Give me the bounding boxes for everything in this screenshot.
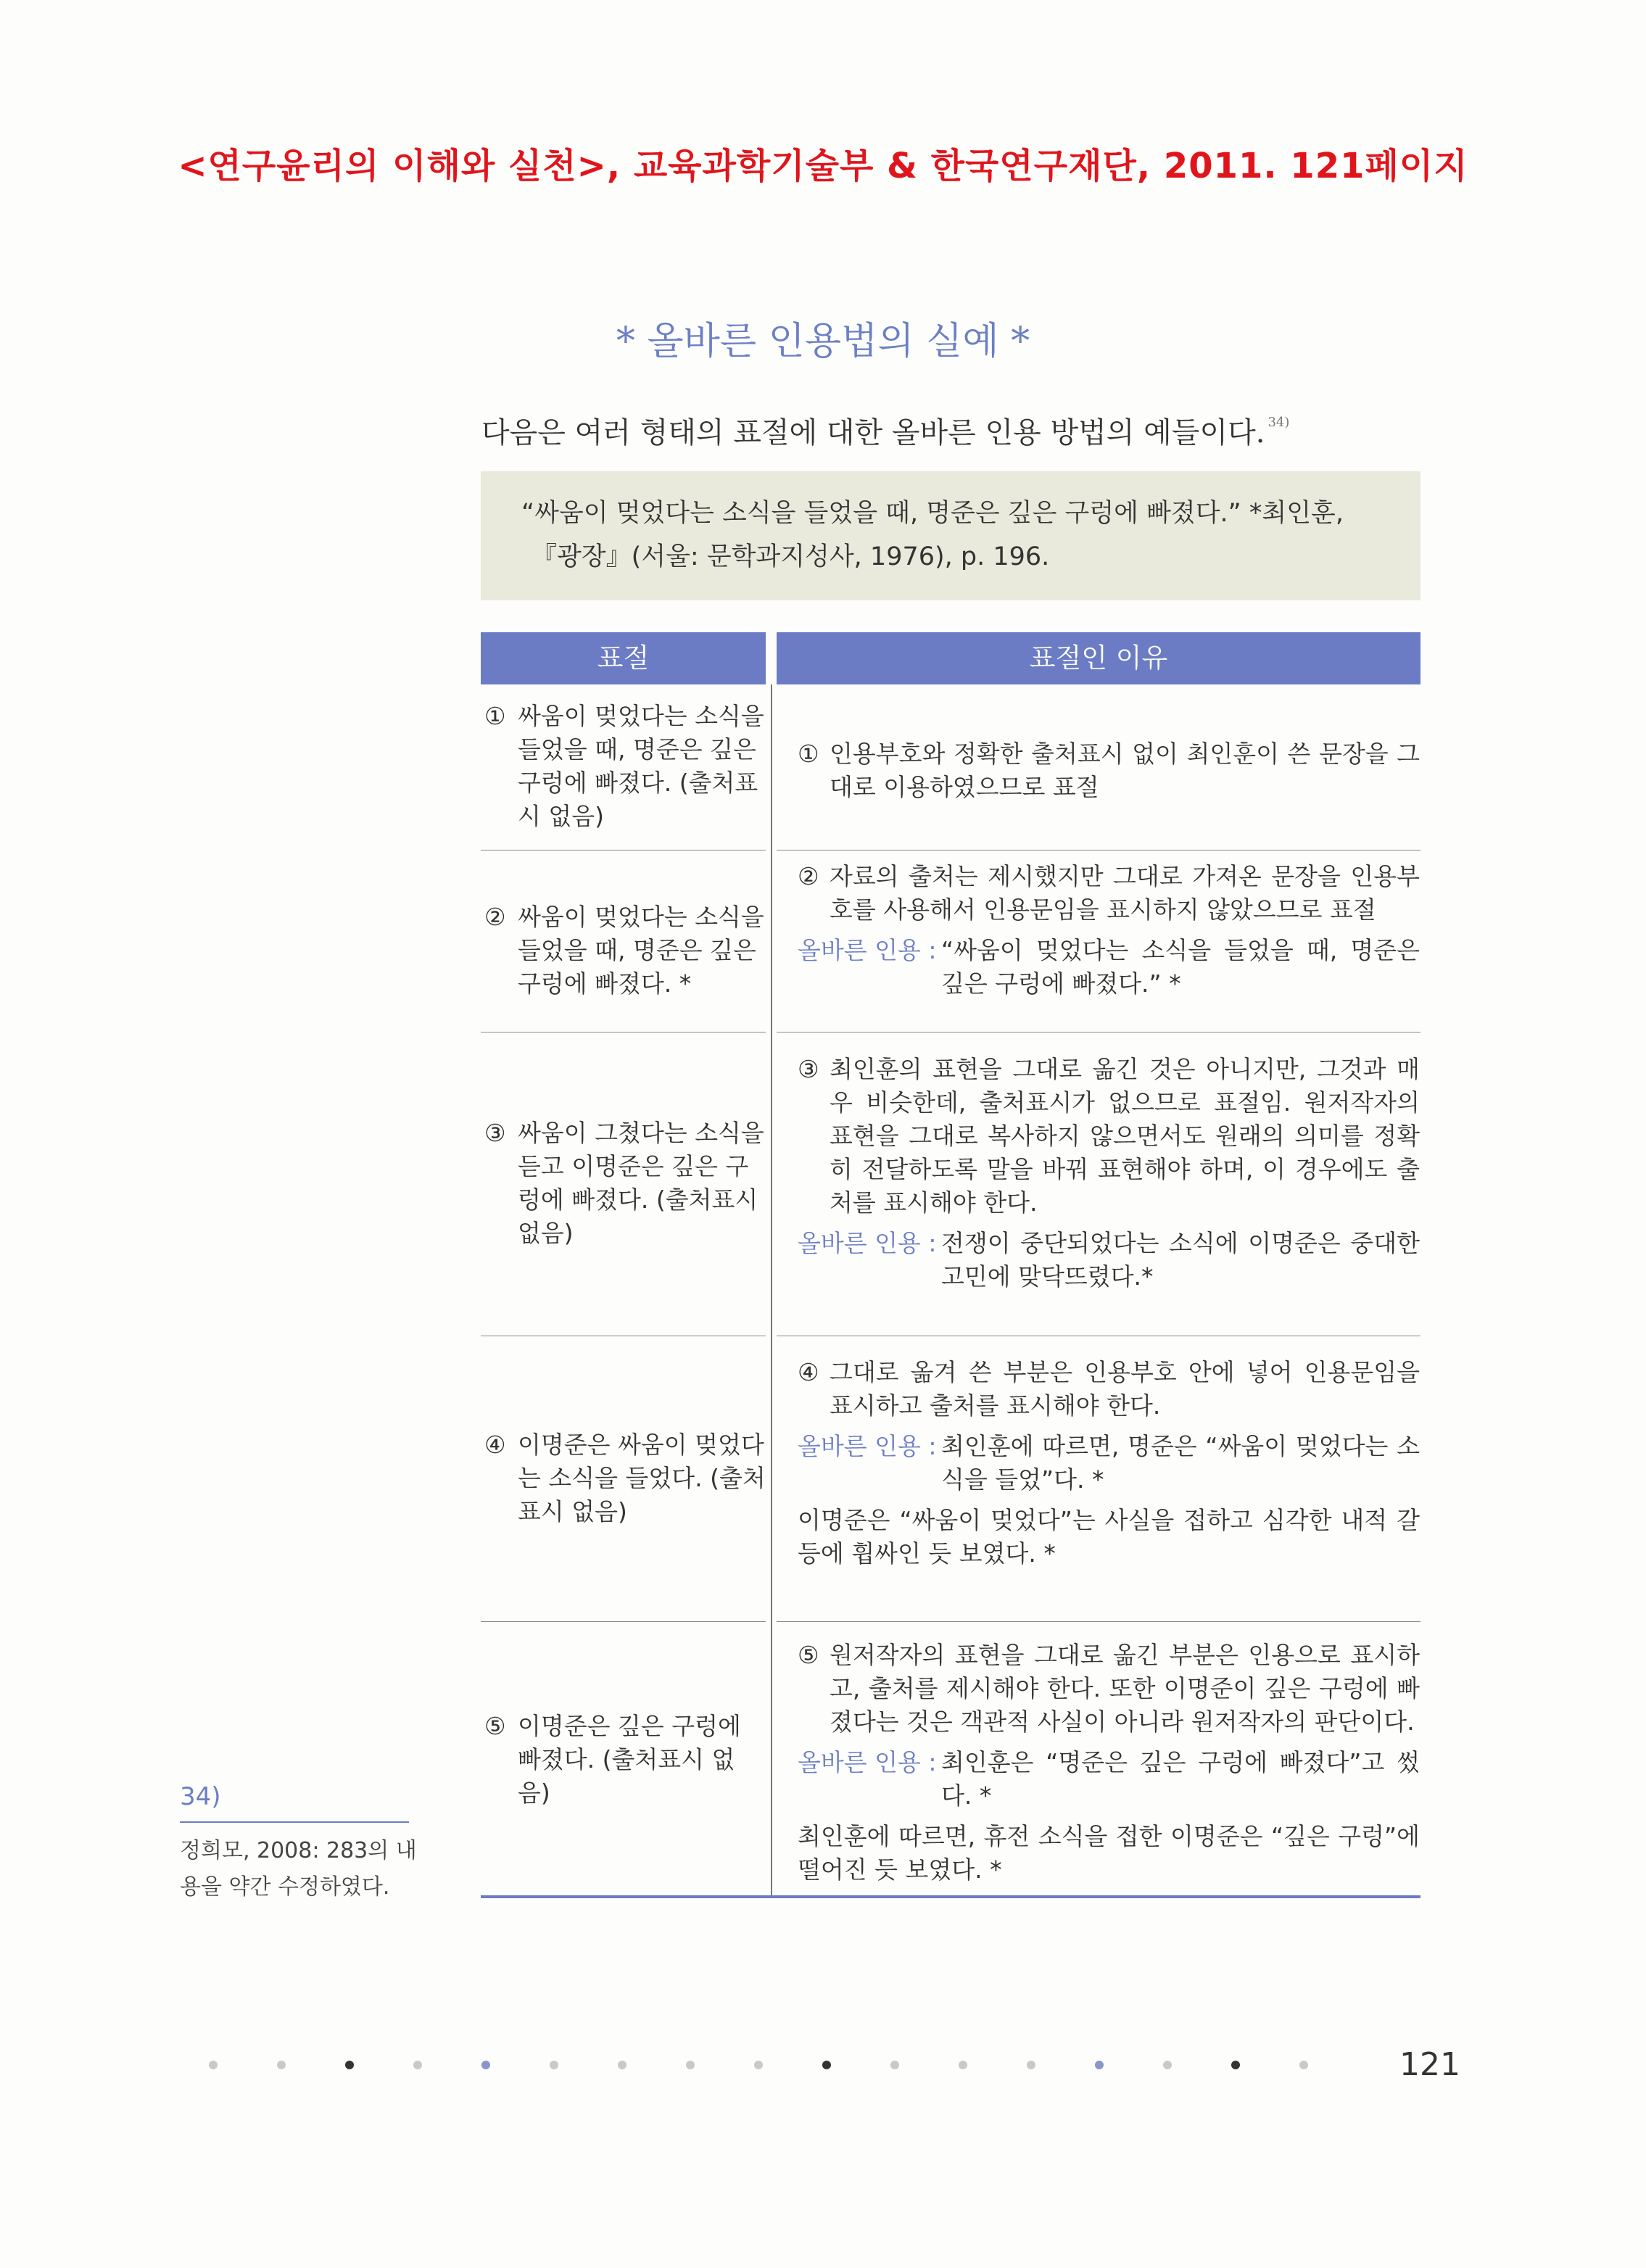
footnote-text: 정희모, 2008: 283의 내용을 약간 수정하였다. (180, 1838, 417, 1900)
footnote-number: 34) (180, 1782, 221, 1811)
decorative-dot (686, 2061, 695, 2069)
table-row-3-plagiarism (484, 1117, 766, 1250)
table-row-4-reason (798, 1356, 1420, 1570)
table-row-5-plagiarism (484, 1710, 766, 1810)
decorative-dot (890, 2061, 899, 2069)
correct-citation-text: 최인훈에 따르면, 명준은 “싸움이 멎었다는 소식을 들었”다. * (941, 1432, 1420, 1494)
table-row-3-reason (798, 1053, 1420, 1294)
row-number: ④ (798, 1358, 819, 1386)
decorative-dot (277, 2061, 286, 2069)
decorative-dot-row (209, 2061, 1340, 2078)
correct-citation-label: 올바른 인용 : (798, 936, 937, 964)
correct-citation-label: 올바른 인용 : (798, 1432, 937, 1460)
decorative-dot (345, 2061, 354, 2069)
table-bottom-rule (481, 1895, 1420, 1898)
row-number: ③ (798, 1055, 819, 1083)
decorative-dot (959, 2061, 967, 2069)
table-row-1-plagiarism (484, 700, 766, 833)
decorative-dot (481, 2061, 490, 2069)
row-number: ① (798, 740, 819, 768)
intro-text: 다음은 여러 형태의 표절에 대한 올바른 인용 방법의 예들이다. (481, 416, 1265, 450)
row-number: ② (484, 903, 506, 931)
decorative-dot (822, 2061, 831, 2069)
plagiarism-text: 싸움이 멎었다는 소식을 들었을 때, 명준은 깊은 구렁에 빠졌다. (출처표시 없음) (518, 702, 764, 830)
correct-citation-label: 올바른 인용 : (798, 1748, 937, 1776)
reason-text: 원저작자의 표현을 그대로 옮긴 부분은 인용으로 표시하고, 출처를 제시해야 한다. 또한 이명준이 깊은 구렁에 빠졌다는 것은 객관적 사실이 아니라 원저작자의 판단이다. (830, 1641, 1420, 1736)
header-reason: 표절인 이유 (777, 632, 1420, 684)
table-row-2-plagiarism (484, 901, 766, 1001)
header-plagiarism: 표절 (481, 632, 766, 684)
additional-example: 이명준은 “싸움이 멎었다”는 사실을 접하고 심각한 내적 갈등에 휩싸인 듯 보였다. * (798, 1506, 1420, 1568)
decorative-dot (1027, 2061, 1035, 2069)
correct-citation-text: 전쟁이 중단되었다는 소식에 이명준은 중대한 고민에 맞닥뜨렸다.* (941, 1229, 1420, 1291)
page-number: 121 (1399, 2046, 1460, 2083)
table-row-4-plagiarism (484, 1428, 766, 1528)
row-number: ① (484, 702, 506, 730)
source-quote-line1: “싸움이 멎었다는 소식을 들었을 때, 명준은 깊은 구렁에 빠졌다.” *최인훈, (521, 499, 1344, 528)
decorative-dot (754, 2061, 763, 2069)
intro-sentence (481, 410, 1289, 451)
row-number: ⑤ (798, 1641, 819, 1669)
table-row-2-reason (798, 860, 1420, 1001)
plagiarism-text: 싸움이 그쳤다는 소식을 듣고 이명준은 깊은 구렁에 빠졌다. (출처표시 없음) (518, 1119, 764, 1247)
decorative-dot (1163, 2061, 1172, 2069)
reason-text: 최인훈의 표현을 그대로 옮긴 것은 아니지만, 그것과 매우 비슷한데, 출처표시가 없으므로 표절임. 원저작자의 표현을 그대로 복사하지 않으면서도 원래의 의미를 정확히 전달하도록 말을 바꿔 표현해야 하며, 이 경우에도 출처를 표시해야 한다. (830, 1055, 1420, 1217)
row-divider-right (777, 1621, 1420, 1622)
table-row-5-reason (798, 1639, 1420, 1887)
plagiarism-text: 싸움이 멎었다는 소식을 들었을 때, 명준은 깊은 구렁에 빠졌다. * (518, 903, 764, 998)
footnote-rule (180, 1821, 409, 1823)
row-number: ③ (484, 1119, 506, 1147)
reason-text: 그대로 옮겨 쓴 부분은 인용부호 안에 넣어 인용문임을 표시하고 출처를 표시해야 한다. (830, 1358, 1420, 1420)
decorative-dot (618, 2061, 626, 2069)
row-number: ② (798, 862, 819, 890)
decorative-dot (1231, 2061, 1240, 2069)
source-caption: <연구윤리의 이해와 실천>, 교육과학기술부 & 한국연구재단, 2011. 121페이지 (178, 146, 1468, 186)
section-title: * 올바른 인용법의 실예 * (616, 320, 1030, 363)
correct-citation-label: 올바른 인용 : (798, 1229, 937, 1257)
row-divider-left (481, 1621, 766, 1622)
reason-text: 인용부호와 정확한 출처표시 없이 최인훈이 쓴 문장을 그대로 이용하였으므로 표절 (830, 740, 1420, 801)
table-row-1-reason (798, 737, 1420, 804)
decorative-dot (1299, 2061, 1308, 2069)
reason-text: 자료의 출처는 제시했지만 그대로 가져온 문장을 인용부호를 사용해서 인용문임을 표시하지 않았으므로 표절 (830, 862, 1420, 924)
source-quote-box (481, 471, 1420, 600)
source-quote-line2: 『광장』(서울: 문학과지성사, 1976), p. 196. (532, 542, 1050, 571)
decorative-dot (413, 2061, 422, 2069)
additional-example: 최인훈에 따르면, 휴전 소식을 접한 이명준은 “깊은 구렁”에 떨어진 듯 보였다. * (798, 1822, 1420, 1884)
row-number: ④ (484, 1431, 506, 1459)
decorative-dot (1095, 2061, 1104, 2069)
decorative-dot (209, 2061, 218, 2069)
plagiarism-text: 이명준은 깊은 구렁에 빠졌다. (출처표시 없음) (518, 1712, 741, 1807)
decorative-dot (550, 2061, 558, 2069)
correct-citation-text: 최인훈은 “명준은 깊은 구렁에 빠졌다”고 썼다. * (941, 1748, 1420, 1810)
footnote-ref: 34) (1267, 415, 1290, 430)
plagiarism-text: 이명준은 싸움이 멎었다는 소식을 들었다. (출처표시 없음) (518, 1431, 766, 1526)
row-number: ⑤ (484, 1712, 506, 1740)
correct-citation-text: “싸움이 멎었다는 소식을 들었을 때, 명준은 깊은 구렁에 빠졌다.” * (941, 936, 1420, 998)
column-divider (771, 684, 772, 1895)
